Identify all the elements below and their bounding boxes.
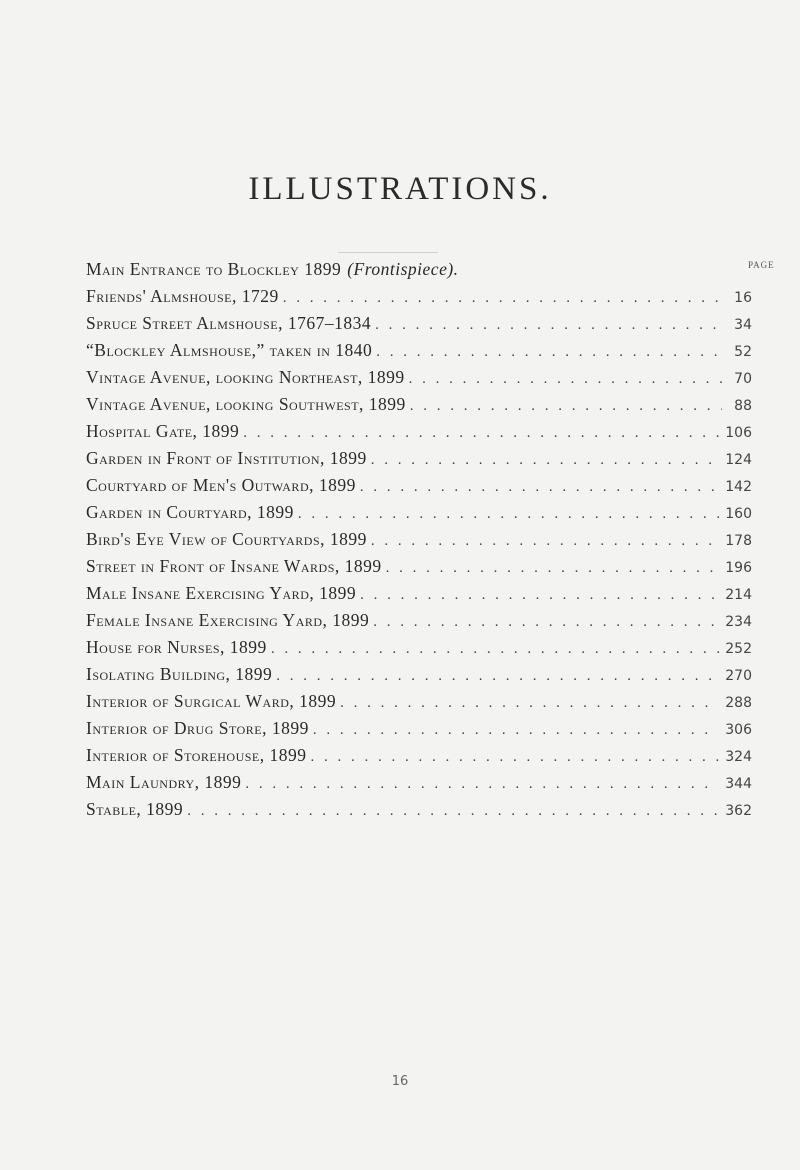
dot-leader — [375, 312, 722, 338]
entry-caption: Garden in Courtyard, 1899 — [86, 502, 294, 522]
entry-page-number: 362 — [725, 803, 752, 819]
entry-page-number: 270 — [725, 668, 752, 684]
entry-page-number: 142 — [725, 479, 752, 495]
title-divider — [338, 252, 438, 253]
entry-page-number: 160 — [725, 506, 752, 522]
entry-note: (Frontispiece). — [347, 259, 459, 279]
list-item — [86, 661, 752, 687]
entry-caption: Main Entrance to Blockley 1899 — [86, 259, 342, 279]
page-title: ILLUSTRATIONS. — [248, 171, 552, 207]
dot-leader — [245, 771, 719, 797]
entry-page-number: 88 — [734, 398, 752, 414]
list-item — [86, 553, 752, 579]
list-item — [86, 607, 752, 633]
dot-leader — [371, 528, 719, 554]
dot-leader — [243, 420, 719, 446]
entry-caption: Friends' Almshouse, 1729 — [86, 286, 279, 306]
entry-caption: Isolating Building, 1899 — [86, 664, 273, 684]
list-item — [86, 526, 752, 552]
entry-caption: Garden in Front of Institution, 1899 — [86, 448, 367, 468]
entry-caption: Street in Front of Insane Wards, 1899 — [86, 556, 382, 576]
page-column-label: PAGE — [748, 260, 775, 270]
entry-caption: Hospital Gate, 1899 — [86, 421, 240, 441]
entry-page-number: 306 — [725, 722, 752, 738]
list-item — [86, 256, 752, 282]
dot-leader — [276, 663, 719, 689]
dot-leader — [360, 474, 719, 500]
list-item — [86, 769, 752, 795]
dot-leader — [271, 636, 719, 662]
entry-caption: Male Insane Exercising Yard, 1899 — [86, 583, 357, 603]
entry-page-number: 196 — [725, 560, 752, 576]
entry-caption: Main Laundry, 1899 — [86, 772, 242, 792]
list-item — [86, 445, 752, 471]
dot-leader — [298, 501, 719, 527]
entry-page-number: 124 — [725, 452, 752, 468]
list-item — [86, 580, 752, 606]
list-item — [86, 796, 752, 822]
dot-leader — [410, 393, 722, 419]
entry-page-number: 252 — [725, 641, 752, 657]
entry-caption: Vintage Avenue, looking Southwest, 1899 — [86, 394, 406, 414]
dot-leader — [386, 555, 720, 581]
entry-caption: Spruce Street Almshouse, 1767–1834 — [86, 313, 372, 333]
dot-leader — [371, 447, 719, 473]
entry-caption: House for Nurses, 1899 — [86, 637, 267, 657]
list-item — [86, 688, 752, 714]
dot-leader — [187, 798, 719, 824]
entry-caption: Courtyard of Men's Outward, 1899 — [86, 475, 356, 495]
list-item — [86, 742, 752, 768]
list-item — [86, 715, 752, 741]
entry-page-number: 324 — [725, 749, 752, 765]
entry-caption: “Blockley Almshouse,” taken in 1840 — [86, 340, 373, 360]
entry-page-number: 70 — [734, 371, 752, 387]
list-item — [86, 634, 752, 660]
entry-page-number: 344 — [725, 776, 752, 792]
dot-leader — [311, 744, 720, 770]
list-item — [86, 364, 752, 390]
list-item — [86, 418, 752, 444]
entry-page-number: 234 — [725, 614, 752, 630]
entry-caption: Interior of Surgical Ward, 1899 — [86, 691, 337, 711]
dot-leader — [376, 339, 722, 365]
entry-page-number: 288 — [725, 695, 752, 711]
dot-leader — [373, 609, 719, 635]
dot-leader — [360, 582, 719, 608]
dot-leader — [313, 717, 719, 743]
page-number: 16 — [391, 1074, 409, 1089]
list-item — [86, 472, 752, 498]
entry-caption: Female Insane Exercising Yard, 1899 — [86, 610, 370, 630]
entry-page-number: 214 — [725, 587, 752, 603]
entry-caption: Stable, 1899 — [86, 799, 184, 819]
list-item — [86, 391, 752, 417]
entry-page-number: 52 — [734, 344, 752, 360]
entry-caption: Bird's Eye View of Courtyards, 1899 — [86, 529, 367, 549]
list-item — [86, 283, 752, 309]
entry-page-number: 106 — [725, 425, 752, 441]
dot-leader — [283, 285, 722, 311]
entry-caption: Vintage Avenue, looking Northeast, 1899 — [86, 367, 405, 387]
dot-leader — [340, 690, 719, 716]
entry-page-number: 178 — [725, 533, 752, 549]
list-item — [86, 499, 752, 525]
dot-leader — [409, 366, 722, 392]
list-item — [86, 337, 752, 363]
entry-page-number: 16 — [734, 290, 752, 306]
list-item — [86, 310, 752, 336]
entry-caption: Interior of Storehouse, 1899 — [86, 745, 307, 765]
entry-caption: Interior of Drug Store, 1899 — [86, 718, 309, 738]
entry-page-number: 34 — [734, 317, 752, 333]
